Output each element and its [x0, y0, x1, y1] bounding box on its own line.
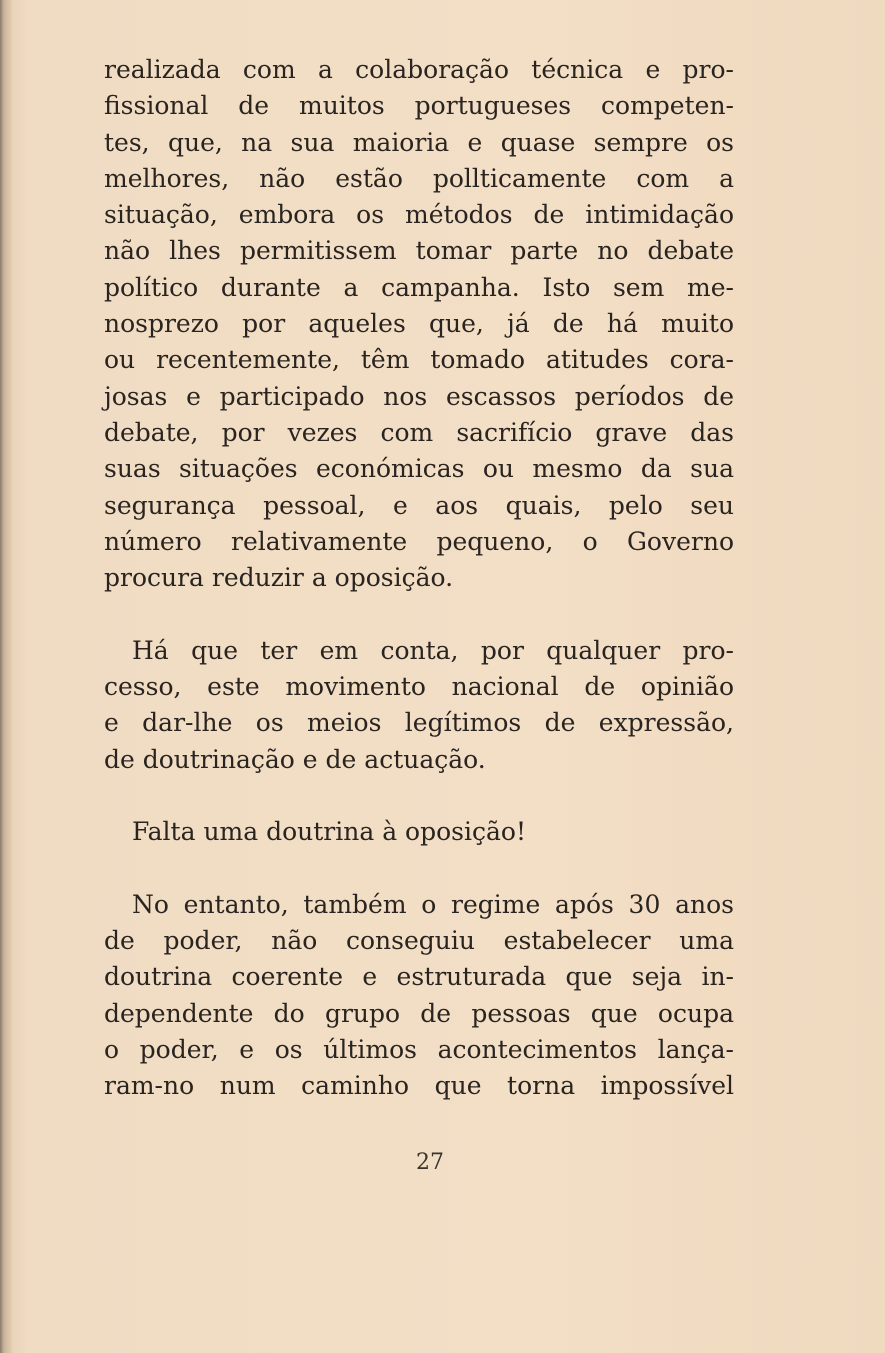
text-line: dependente do grupo de pessoas que ocupa: [104, 998, 734, 1028]
paragraph-4: [104, 887, 734, 1105]
paragraph-3: [104, 814, 734, 850]
page-binding-edge: [0, 0, 12, 1353]
text-line: tes, que, na sua maioria e quase sempre os: [104, 127, 734, 157]
text-line: de doutrinação e de actuação.: [104, 744, 486, 774]
text-line: número relativamente pequeno, o Governo: [104, 526, 734, 556]
paragraph-gap: [104, 778, 734, 814]
text-line: procura reduzir a oposição.: [104, 563, 454, 593]
paragraph-gap: [104, 851, 734, 887]
paragraph-gap: [104, 596, 734, 632]
text-line: No entanto, também o regime após 30 anos: [132, 889, 734, 919]
text-line: debate, por vezes com sacrifício grave das: [104, 417, 734, 447]
body-text: [104, 52, 734, 1105]
text-line: o poder, e os últimos acontecimentos lança-: [104, 1035, 734, 1065]
text-line: Falta uma doutrina à oposição!: [132, 817, 526, 847]
text-line: não lhes permitissem tomar parte no debate: [104, 236, 734, 266]
paragraph-1: [104, 52, 734, 596]
text-line: doutrina coerente e estruturada que seja in-: [104, 962, 734, 992]
text-line: melhores, não estão pollticamente com a: [104, 163, 734, 193]
text-line: situação, embora os métodos de intimidação: [104, 200, 734, 230]
paragraph-2: [104, 633, 734, 778]
text-line: ram-no num caminho que torna impossível: [104, 1071, 734, 1101]
text-line: de poder, não conseguiu estabelecer uma: [104, 926, 734, 956]
text-line: cesso, este movimento nacional de opinião: [104, 672, 734, 702]
text-line: segurança pessoal, e aos quais, pelo seu: [104, 490, 734, 520]
text-line: Há que ter em conta, por qualquer pro-: [132, 635, 734, 665]
text-line: suas situações económicas ou mesmo da sua: [104, 454, 734, 484]
text-line: político durante a campanha. Isto sem me-: [104, 272, 734, 302]
text-line: fissional de muitos portugueses competen-: [104, 91, 734, 121]
text-line: nosprezo por aqueles que, já de há muito: [104, 309, 734, 339]
text-line: realizada com a colaboração técnica e pro-: [104, 55, 734, 84]
text-line: e dar-lhe os meios legítimos de expressão,: [104, 708, 734, 738]
text-line: ou recentemente, têm tomado atitudes cora-: [104, 345, 734, 375]
page-number: 27: [416, 1150, 444, 1175]
text-line: josas e participado nos escassos períodos de: [104, 381, 734, 411]
